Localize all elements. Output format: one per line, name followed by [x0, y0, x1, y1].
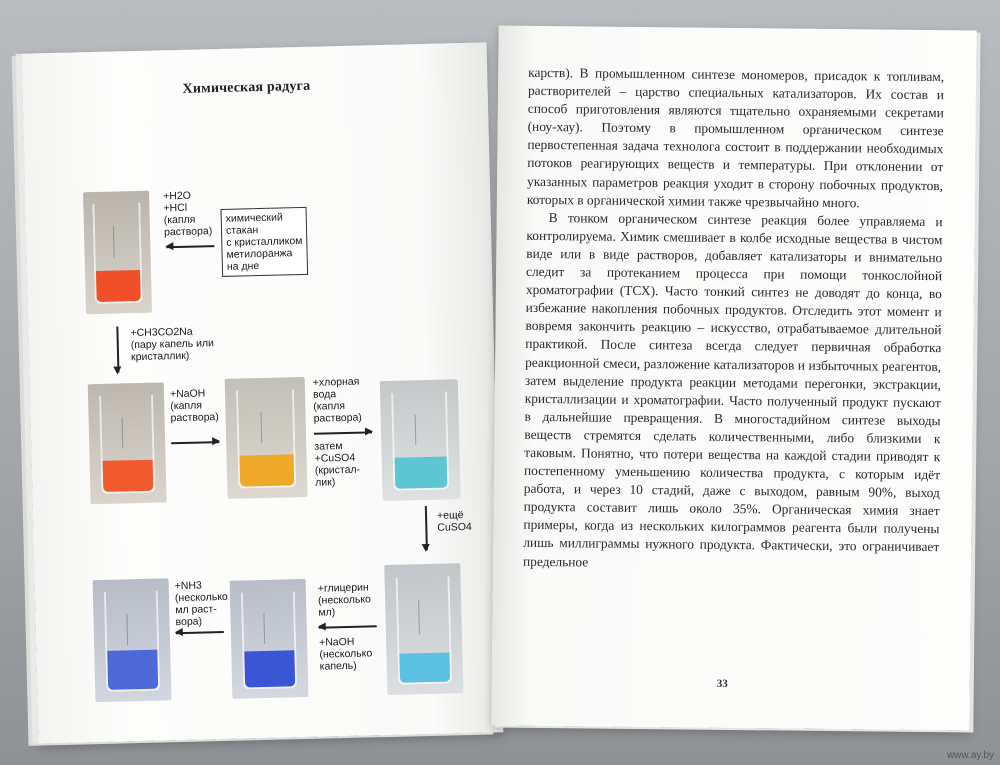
label-b1-add: +H2O +HCl (капля раствора)	[163, 189, 213, 239]
beaker-liquid-6	[244, 650, 296, 687]
page-number: 33	[716, 677, 728, 690]
arrow-down-2	[425, 506, 428, 550]
label-naoh: +NaOH (капля раствора)	[169, 387, 219, 425]
beaker-liquid-2	[102, 460, 153, 492]
beaker-liquid-3	[240, 454, 294, 486]
beaker-photo-7	[384, 563, 463, 695]
beaker-liquid-1	[96, 269, 140, 302]
left-page	[22, 42, 504, 743]
paragraph-2: В тонком органическом синтезе реакция более управляема и контролируема. Химик смешивает в колбе исходные вещества в чистом виде или в виде растворов, добавляет катализаторы и внимательно следит за протеканием процесса при помощи тонкослойной хроматографии (ТСХ). Часто тонкий синтез не доводят до конца, во избежание накопления побочных продуктов. Отследить этот момент и вовремя закончить реакцию – искусство, отрабатываемое длительной практикой. После синтеза всегда следует первичная обработка реакционной смеси, разложение катализаторов и избыточных реагентов, затем выделение продукта реакции методами перегонки, экстракции, кристаллизации и хроматографии. Часто полученный продукт пускают в дальнейшие превращения. В многостадийном синтезе выходы веществ стремятся сделать количественными, либо близкими к таковым. Понятно, что потери вещества на каждой стадии приводят к постепенному уменьшению количества продукта, с которым идёт работа, и через 10 стадий, даже с выходом, равным 90%, выход продукта составит лишь около 35%. Органическая химия знает примеры, когда из нескольких килограммов реагента были получены лишь миллиграммы нужного продукта. Фактически, это ограничивает предельное	[522, 209, 943, 570]
beaker-liquid-7	[399, 653, 450, 683]
beaker-photo-2	[88, 382, 167, 504]
label-box-methyl-orange: химический стакан с кристалликом метилоранжа на дне	[220, 207, 308, 277]
beaker-liquid-4	[395, 457, 448, 489]
paragraph-1: карств). В промышленном синтезе мономеров, присадок к топливам, растворителей – царство специальных катализаторов. Их состав и способ приготовления являются тщательно охраняемыми секретами (ноу-хау). Поэтому в промышленном органическом синтезе первостепенная задача технолога состоит в поддержании необходимых потоков реагирующих веществ и температуры. При отклонении от указанных параметров реакция уходит в сторону побочных продуктов, которых в органической химии также чрезвычайно много.	[526, 64, 945, 210]
label-nh3: +NH3 (несколько мл раст- вора)	[174, 579, 228, 629]
watermark: www.ay.by	[946, 750, 994, 761]
beaker-photo-4	[380, 379, 461, 501]
arrow-right-2	[314, 431, 372, 434]
label-more-cuso4: +ещё CuSO4	[436, 509, 472, 534]
label-glycerin: +глицерин (несколько мл)	[317, 581, 372, 619]
page-title: Химическая радуга	[182, 78, 311, 97]
label-down-1: +CH3CO2Na (пару капель или кристаллик)	[130, 325, 215, 364]
arrow-left-2	[176, 631, 224, 634]
label-naoh2: +NaOH (несколько капель)	[318, 635, 373, 673]
label-chlor: +хлорная вода (капля раствора)	[312, 375, 362, 425]
beaker-photo-3	[225, 377, 308, 499]
beaker-photo-5	[93, 578, 172, 702]
arrow-left-3	[319, 625, 377, 628]
body-text	[523, 64, 944, 575]
arrow-right-1	[171, 441, 219, 444]
right-page	[491, 26, 976, 731]
beaker-photo-6	[230, 579, 309, 699]
beaker-liquid-5	[107, 650, 159, 690]
arrow-down-1	[116, 327, 119, 373]
label-cuso4: затем +CuSO4 (кристал- лик)	[314, 440, 361, 489]
beaker-photo-1	[83, 191, 152, 315]
arrow-left-1	[166, 245, 214, 248]
